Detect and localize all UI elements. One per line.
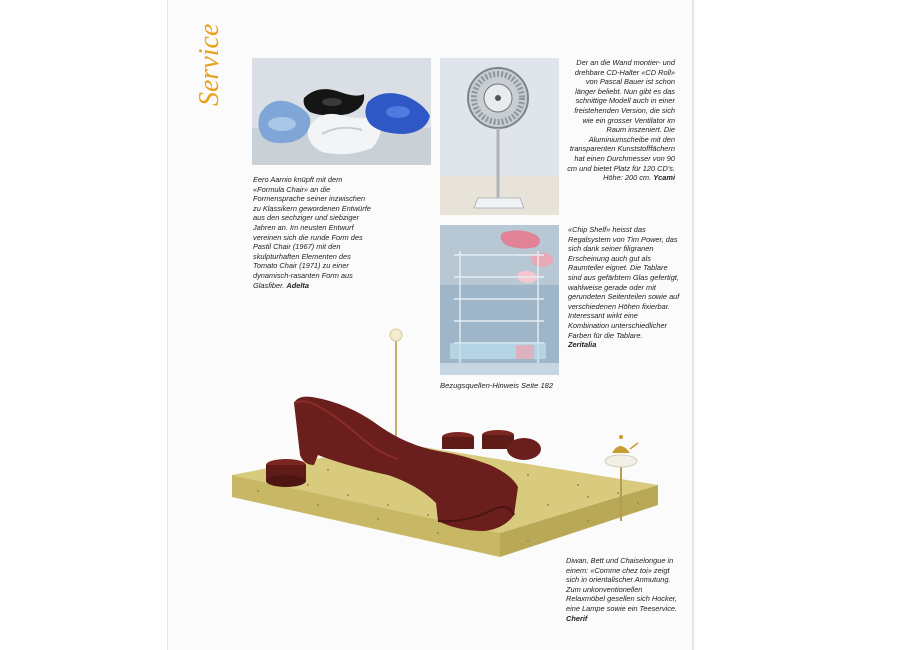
comme-chez-toi-caption bbox=[566, 556, 678, 623]
formula-chair-text: Eero Aarnio knüpft mit dem «Formula Chair» an die Formensprache seiner inzwischen zu Klassikern gewordenen Entwürfe aus den sechziger und siebziger Jahren an. Im neusten Entwurf vereinen sich die runde Form des Pastil Chair (1967) mit den skulpturhaften Elementen des Tomato Chair (1971) zu einer dynamisch-rasanten Form aus Glasfiber. bbox=[253, 175, 371, 290]
cd-roll-caption bbox=[565, 58, 675, 183]
page-edge bbox=[692, 0, 695, 650]
chip-shelf-text: «Chip Shelf» heisst das Regalsystem von Tim Power, das sich dank seiner filigranen Erscheinung auch gut als Raumteiler eignet. Die Tablare sind aus gefärbtem Glas gefertigt, wahlweise gerade oder mit gerundeten Seitenteilen sowie auf verschiedenen Höhen fixierbar. Interessant wirkt eine Kombination unterschiedlicher Farben für die Tablare. bbox=[568, 225, 680, 340]
cd-roll-text: Der an die Wand montier- und drehbare CD-Halter «CD Roll» von Pascal Bauer ist schon länger beliebt. Nun gibt es das schnittige Modell auch in einer freistehenden Version, die sich wie ein grosser Ventilator im Raum inszeniert. Die Aluminiumscheibe mit den transparenten Kunststofffächern hat einen Durchmesser von 90 cm und bietet Platz für 120 CD's. Höhe: 200 cm. bbox=[567, 58, 675, 183]
cd-roll-photo bbox=[440, 58, 559, 215]
formula-chair-photo bbox=[252, 58, 431, 165]
chip-shelf-brand: Zeritalia bbox=[568, 340, 597, 350]
formula-chair-caption bbox=[253, 175, 373, 290]
source-note-text: Bezugsquellen-Hinweis Seite 182 bbox=[440, 381, 554, 390]
comme-chez-toi-photo bbox=[228, 325, 662, 580]
section-title bbox=[188, 18, 232, 108]
comme-chez-toi-brand: Cherif bbox=[566, 613, 588, 623]
cd-roll-brand: Ycami bbox=[653, 173, 675, 183]
comme-chez-toi-text: Diwan, Bett und Chaiselongue in einem: «Comme chez toi» zeigt sich in orientalischer Anmutung. Zum unkonventionellen Relaxmöbel gesellen sich Hocker, eine Lampe sowie ein Teeservice. bbox=[566, 556, 678, 613]
section-title-text: Service bbox=[194, 23, 225, 106]
formula-chair-brand: Adelta bbox=[286, 280, 310, 290]
